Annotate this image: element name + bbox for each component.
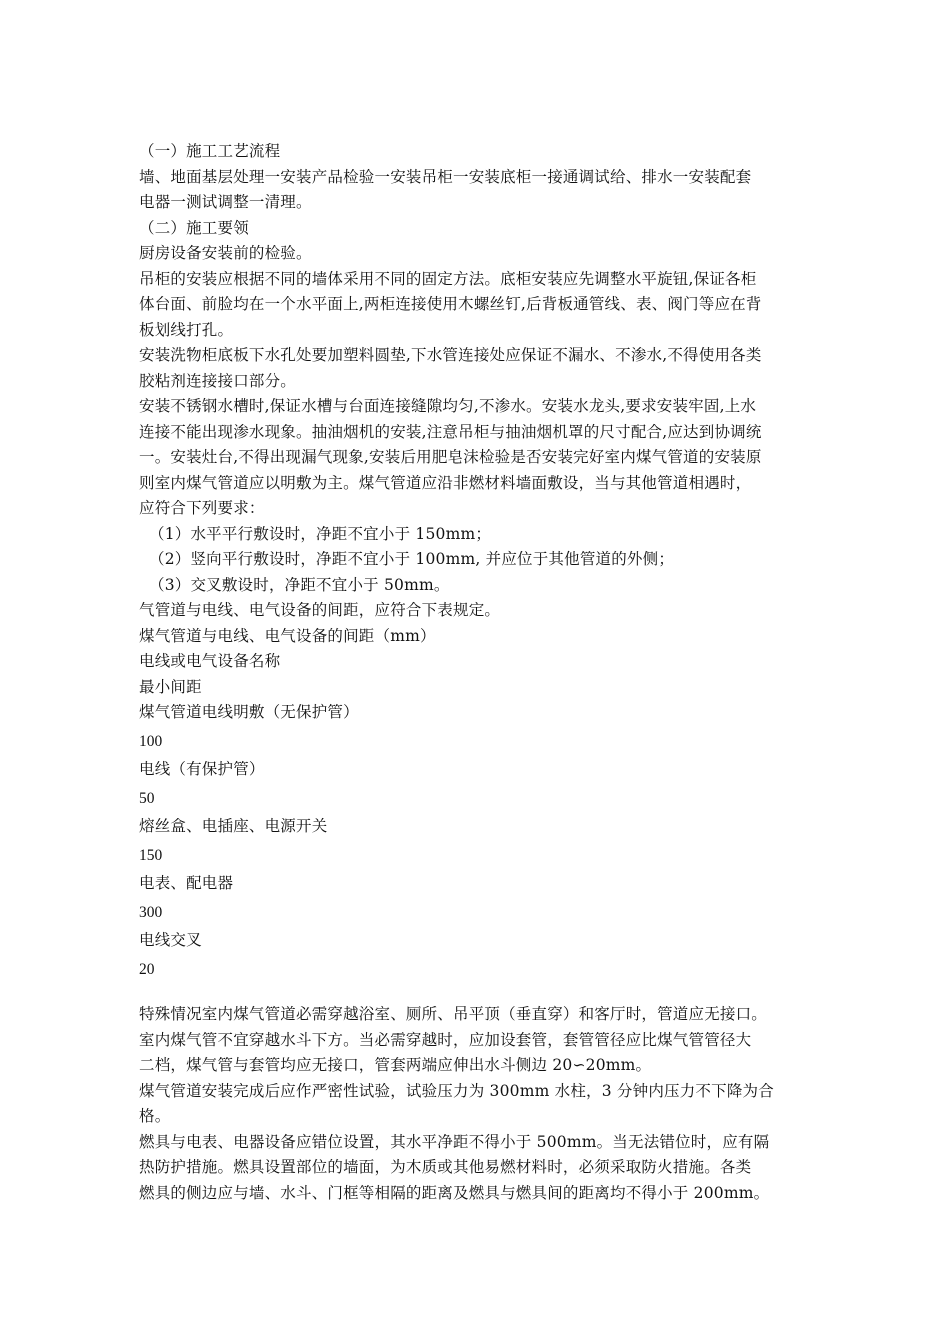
table-intro: 气管道与电线、电气设备的间距，应符合下表规定。 [139, 601, 501, 619]
requirement-item: （2）竖向平行敷设时，净距不宜小于 100mm, 并应位于其他管道的外侧； [149, 550, 675, 568]
paragraph-line: 连接不能出现渗水现象。抽油烟机的安装,注意吊柜与抽油烟机罩的尺寸配合,应达到协调统 [139, 422, 762, 441]
paragraph-line: 室内煤气管不宜穿越水斗下方。当必需穿越时，应加设套管，套管管径应比煤气管管径大 [139, 1030, 752, 1049]
spacing-table [139, 624, 815, 983]
paragraph-line: 胶粘剂连接接口部分。 [139, 371, 297, 390]
table-row-name: 煤气管道电线明敷（无保护管） [139, 703, 359, 721]
paragraph-line: 安装不锈钢水槽时,保证水槽与台面连接缝隙均匀,不渗水。安装水龙头,要求安装牢固,上水 [139, 397, 757, 415]
paragraph-line: 板划线打孔。 [139, 320, 234, 339]
table-header-name: 电线或电气设备名称 [139, 652, 281, 670]
paragraph-line: 燃具与电表、电器设备应错位设置，其水平净距不得小于 500mm。当无法错位时，应有隔 [139, 1132, 770, 1151]
paragraph-line: 则室内煤气管道应以明敷为主。煤气管道应沿非燃材料墙面敷设，当与其他管道相遇时， [139, 473, 752, 492]
paragraph-line: 格。 [139, 1107, 171, 1125]
section-heading-process: （一）施工工艺流程 [139, 142, 281, 160]
section-heading-essentials: （二）施工要领 [139, 218, 249, 237]
table-row-name: 电线（有保护管） [139, 760, 265, 778]
closing-section [139, 1002, 815, 1206]
paragraph-line: 煤气管道安装完成后应作严密性试验，试验压力为 300mm 水柱，3 分钟内压力不下降为合 [139, 1081, 774, 1100]
table-row-name: 电表、配电器 [139, 874, 234, 892]
paragraph-line: 热防护措施。燃具设置部位的墙面，为木质或其他易燃材料时，必须采取防火措施。各类 [139, 1158, 752, 1176]
process-line-2: 电器一测试调整一清理。 [139, 193, 312, 211]
paragraph-line: 一。安装灶台,不得出现漏气现象,安装后用肥皂沫检验是否安装完好室内煤气管道的安装原 [139, 448, 762, 466]
process-line-1: 墙、地面基层处理一安装产品检验一安装吊柜一安装底柜一接通调试给、排水一安装配套 [139, 167, 752, 186]
table-row-name: 熔丝盒、电插座、电源开关 [139, 817, 328, 835]
paragraph-line: 安装洗物柜底板下水孔处要加塑料圆垫,下水管连接处应保证不漏水、不渗水,不得使用各类 [139, 346, 762, 364]
paragraph-line: 吊柜的安装应根据不同的墙体采用不同的固定方法。底柜安装应先调整水平旋钮,保证各柜 [139, 269, 757, 288]
paragraph-line: 体台面、前脸均在一个水平面上,两柜连接使用木螺丝钉,后背板通管线、表、阀门等应在背 [139, 295, 762, 313]
paragraph-line: 厨房设备安装前的检验。 [139, 244, 312, 262]
table-caption: 煤气管道与电线、电气设备的间距（mm） [139, 626, 436, 645]
document-page [139, 139, 815, 1206]
paragraph-line: 应符合下列要求： [139, 499, 265, 517]
paragraph-line: 特殊情况室内煤气管道必需穿越浴室、厕所、吊平顶（垂直穿）和客厅时，管道应无接口。 [139, 1005, 768, 1023]
table-row-value: 50 [139, 789, 155, 807]
table-row-value: 150 [139, 846, 163, 864]
table-header-value: 最小间距 [139, 677, 202, 696]
requirement-item: （3）交叉敷设时，净距不宜小于 50mm。 [149, 575, 450, 594]
table-row-value: 300 [139, 903, 163, 921]
paragraph-line: 燃具的侧边应与墙、水斗、门框等相隔的距离及燃具与燃具间的距离均不得小于 200mm。 [139, 1183, 770, 1202]
requirement-item: （1）水平平行敷设时，净距不宜小于 150mm； [149, 524, 492, 543]
table-row-name: 电线交叉 [139, 931, 202, 949]
table-row-value: 100 [139, 732, 163, 750]
paragraph-line: 二档，煤气管与套管均应无接口，管套两端应伸出水斗侧边 20∽20mm。 [139, 1056, 652, 1074]
table-row-value: 20 [139, 960, 155, 978]
